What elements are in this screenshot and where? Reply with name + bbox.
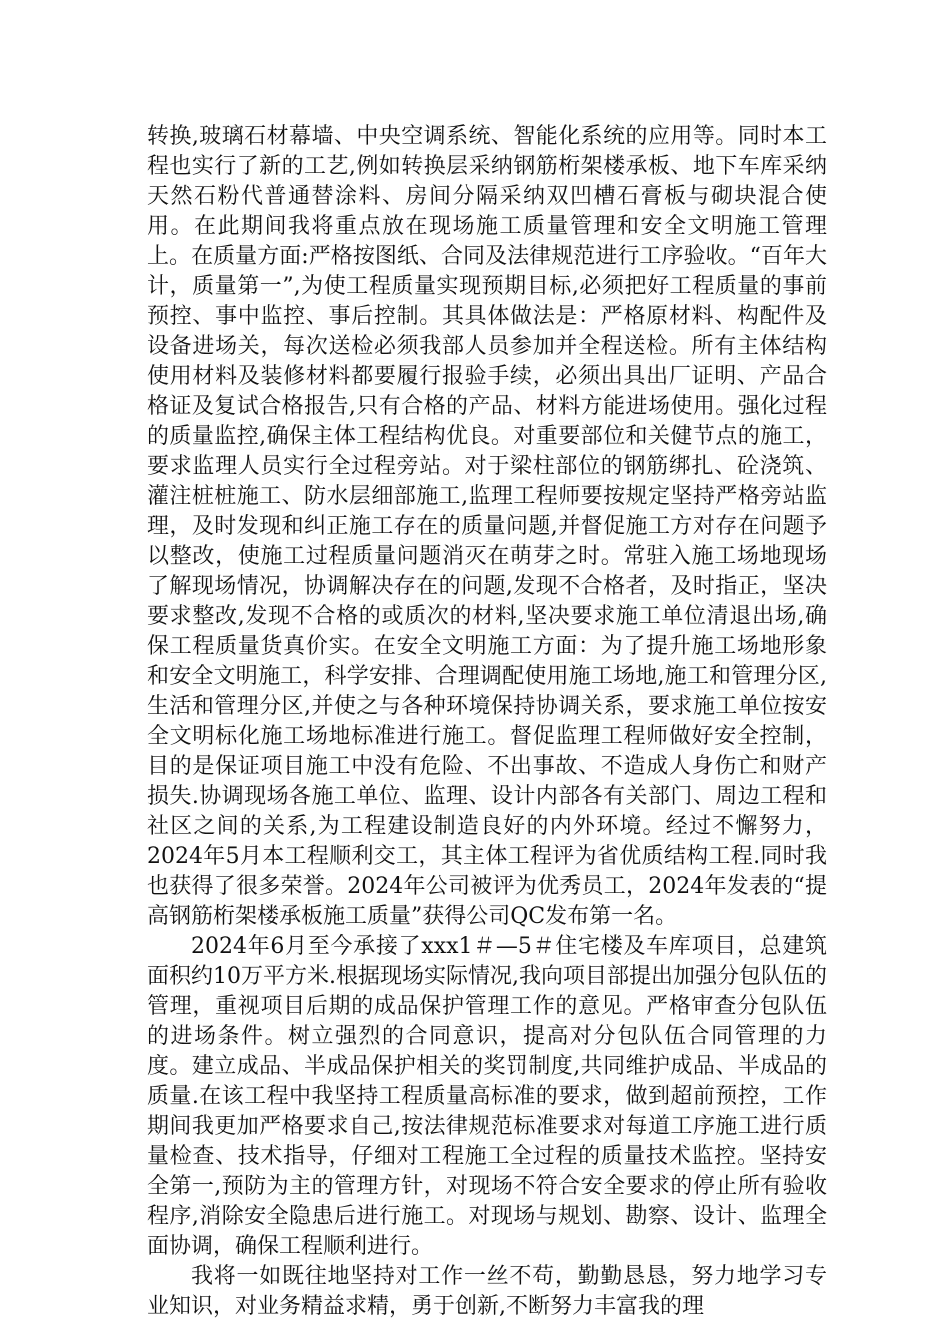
paragraph-closing: 我将一如既往地坚持对工作一丝不苟，勤勤恳恳，努力地学习专业知识，对业务精益求精，勇于创新,不断努力丰富我的理 — [147, 1264, 827, 1319]
paragraph-project: 2024年6月至今承接了xxx1＃—5＃住宅楼及车库项目，总建筑面积约10万平方米.根据现场实际情况,我向项目部提出加强分包队伍的管理，重视项目后期的成品保护管理工作的意见。严格审查分包队伍的进场条件。树立强烈的合同意识，提高对分包队伍合同管理的力度。建立成品、半成品保护相关的奖罚制度,共同维护成品、半成品的质量.在该工程中我坚持工程质量高标准的要求，做到超前预控，工作期间我更加严格要求自己,按法律规范标准要求对每道工序施工进行质量检查、技术指导，仔细对工程施工全过程的质量技术监控。坚持安全第一,预防为主的管理方针，对现场不符合安全要求的停止所有验收程序,消除安全隐患后进行施工。对现场与规划、勘察、设计、监理全面协调，确保工程顺利进行。 — [147, 934, 827, 1259]
body-text — [147, 122, 827, 1322]
paragraph-continued: 转换,玻璃石材幕墙、中央空调系统、智能化系统的应用等。同时本工程也实行了新的工艺,例如转换层采纳钢筋桁架楼承板、地下车库采纳天然石粉代普通替涂料、房间分隔采纳双凹槽石膏板与砌块混合使用。在此期间我将重点放在现场施工质量管理和安全文明施工管理上。在质量方面:严格按图纸、合同及法律规范进行工序验收。“百年大计，质量第一”,为使工程质量实现预期目标,必须把好工程质量的事前预控、事中监控、事后控制。其具体做法是：严格原材料、构配件及设备进场关，每次送检必须我部人员参加并全程送检。所有主体结构使用材料及装修材料都要履行报验手续，必须出具出厂证明、产品合格证及复试合格报告,只有合格的产品、材料方能进场使用。强化过程的质量监控,确保主体工程结构优良。对重要部位和关健节点的施工，要求监理人员实行全过程旁站。对于梁柱部位的钢筋绑扎、砼浇筑、灌注桩桩施工、防水层细部施工,监理工程师要按规定坚持严格旁站监理，及时发现和纠正施工存在的质量问题,并督促施工方对存在问题予以整改，使施工过程质量问题消灭在萌芽之时。常驻入施工场地现场了解现场情况，协调解决存在的问题,发现不合格者，及时指正，坚决要求整改,发现不合格的或质次的材料,坚决要求施工单位清退出场,确保工程质量货真价实。在安全文明施工方面：为了提升施工场地形象和安全文明施工，科学安排、合理调配使用施工场地,施工和管理分区,生活和管理分区,并使之与各种环境保持协调关系，要求施工单位按安全文明标化施工场地标准进行施工。督促监理工程师做好安全控制，目的是保证项目施工中没有危险、不出事故、不造成人身伤亡和财产损失.协调现场各施工单位、监理、设计内部各有关部门、周边工程和社区之间的关系,为工程建设制造良好的内外环境。经过不懈努力，2024年5月本工程顺利交工，其主体工程评为省优质结构工程.同时我也获得了很多荣誉。2024年公司被评为优秀员工，2024年发表的“提高钢筋桁架楼承板施工质量”获得公司QC发布第一名。 — [147, 124, 827, 929]
